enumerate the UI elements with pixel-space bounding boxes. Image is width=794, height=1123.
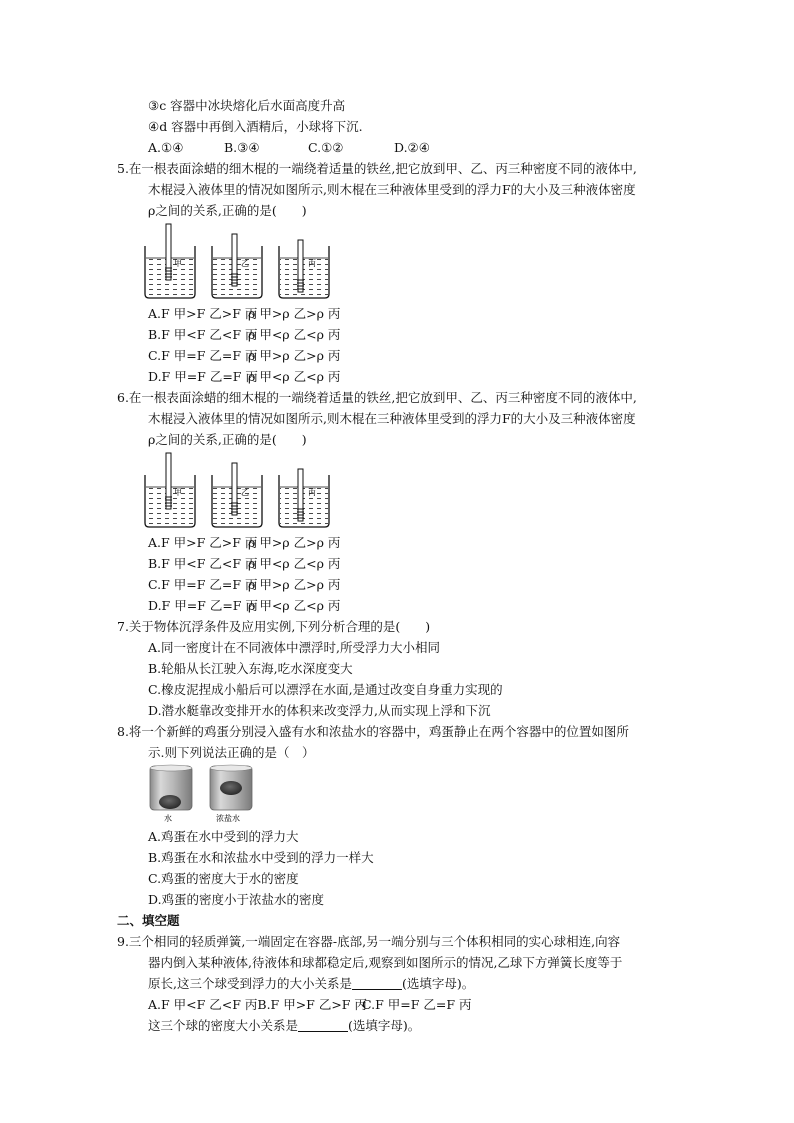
q6-option-c[interactable] <box>148 577 341 593</box>
q4-option-c[interactable]: C.①② <box>308 140 344 155</box>
q5-option-d-density: ρ 甲<ρ 乙<ρ 丙 <box>248 369 341 384</box>
q5-option-d[interactable] <box>148 369 341 385</box>
q8-option-a[interactable]: A.鸡蛋在水中受到的浮力大 <box>148 829 299 844</box>
q9-stem-line1: 9.三个相同的轻质弹簧,一端固定在容器-底部,另一端分别与三个体积相同的实心球相连,向容 <box>117 934 621 949</box>
q9-option-ab[interactable]: A.F 甲<F 乙<F 丙B.F 甲>F 乙>F 丙 <box>148 997 367 1012</box>
q9-line5-suffix: (选填字母)。 <box>348 1018 421 1033</box>
q6-stem-line1: 6.在一根表面涂蜡的细木棍的一端绕着适量的铁丝,把它放到甲、乙、丙三种密度不同的液体中, <box>117 390 637 405</box>
q6-stem-line2: 木棍浸入液体里的情况如图所示,则木棍在三种液体里受到的浮力F的大小及三种液体密度 <box>148 411 636 426</box>
q4-option-a[interactable]: A.①④ <box>148 140 184 155</box>
q6-beaker-b <box>212 463 262 527</box>
q6-option-c-force: C.F 甲=F 乙=F 丙 <box>148 577 258 592</box>
q6-option-b-density: ρ 甲<ρ 乙<ρ 丙 <box>248 556 341 571</box>
q5-option-c-density: ρ 甲>ρ 乙>ρ 丙 <box>248 348 341 363</box>
q4-statement-4: ④d 容器中再倒入酒精后，小球将下沉. <box>148 119 363 134</box>
q7-stem: 7.关于物体沉浮条件及应用实例,下列分析合理的是( ) <box>117 619 431 634</box>
q5-option-b-density: ρ 甲<ρ 乙<ρ 丙 <box>248 327 341 342</box>
q6-option-d-force: D.F 甲=F 乙=F 丙 <box>148 598 258 613</box>
q6-figure-beakers <box>140 451 340 529</box>
q5-option-a-density: ρ 甲>ρ 乙>ρ 丙 <box>248 306 341 321</box>
q4-option-b[interactable]: B.③④ <box>224 140 260 155</box>
q6-option-a[interactable] <box>148 535 341 551</box>
section-title-fill-in: 二、填空题 <box>117 913 180 928</box>
q9-stem-line5 <box>148 1018 420 1034</box>
q8-figure-egg-photo <box>146 764 262 824</box>
q6-option-c-density: ρ 甲>ρ 乙>ρ 丙 <box>248 577 341 592</box>
q5-beaker-a <box>145 224 195 298</box>
q9-line3-suffix: (选填字母)。 <box>401 976 475 991</box>
q6-option-d[interactable] <box>148 598 341 614</box>
q9-stem-line2: 器内倒入某种液体,待液体和球都稳定后,观察到如图所示的情况,乙球下方弹簧长度等于 <box>148 955 623 970</box>
q4-option-d[interactable]: D.②④ <box>394 140 430 155</box>
q6-option-b[interactable] <box>148 556 341 572</box>
q8-beaker-water <box>150 765 192 823</box>
q5-beaker-c <box>279 240 329 298</box>
q9-line5-text: 这三个球的密度大小关系是 <box>148 1018 299 1033</box>
q9-line3-text: 原长,这三个球受到浮力的大小关系是 <box>148 976 352 991</box>
q6-beaker-c <box>279 469 329 527</box>
q7-option-d[interactable]: D.潜水艇靠改变排开水的体积来改变浮力,从而实现上浮和下沉 <box>148 703 491 718</box>
q5-beaker-label-c: 丙 <box>308 259 316 268</box>
q8-option-d[interactable]: D.鸡蛋的密度小于浓盐水的密度 <box>148 892 325 907</box>
q5-option-a-force: A.F 甲>F 乙>F 丙 <box>148 306 258 321</box>
q8-stem-line1: 8.将一个新鲜的鸡蛋分别浸入盛有水和浓盐水的容器中，鸡蛋静止在两个容器中的位置如图所 <box>117 724 629 739</box>
q8-label-saltwater: 浓盐水 <box>216 814 240 823</box>
q6-stem-line3: ρ之间的关系,正确的是( ) <box>148 432 307 447</box>
q9-stem-line3 <box>148 976 474 992</box>
q4-statement-3: ③c 容器中冰块熔化后水面高度升高 <box>148 98 346 113</box>
q5-option-b[interactable] <box>148 327 341 343</box>
q5-stem-line1: 5.在一根表面涂蜡的细木棍的一端绕着适量的铁丝,把它放到甲、乙、丙三种密度不同的液体中, <box>117 161 637 176</box>
q6-option-a-density: ρ 甲>ρ 乙>ρ 丙 <box>248 535 341 550</box>
q5-option-d-force: D.F 甲=F 乙=F 丙 <box>148 369 258 384</box>
q6-beaker-label-c: 丙 <box>308 488 316 497</box>
q9-options <box>148 997 472 1013</box>
q5-option-b-force: B.F 甲<F 乙<F 丙 <box>148 327 258 342</box>
q8-option-b[interactable]: B.鸡蛋在水和浓盐水中受到的浮力一样大 <box>148 850 374 865</box>
q5-stem-line2: 木棍浸入液体里的情况如图所示,则木棍在三种液体里受到的浮力F的大小及三种液体密度 <box>148 182 636 197</box>
q4-options <box>148 140 430 156</box>
q7-option-a[interactable]: A.同一密度计在不同液体中漂浮时,所受浮力大小相同 <box>148 640 440 655</box>
q5-option-a[interactable] <box>148 306 341 322</box>
q9-answer-blank-2[interactable] <box>298 1019 348 1032</box>
q9-option-c[interactable]: C.F 甲=F 乙=F 丙 <box>362 997 472 1012</box>
q7-option-c[interactable]: C.橡皮泥捏成小船后可以漂浮在水面,是通过改变自身重力实现的 <box>148 682 503 697</box>
q8-beaker-saltwater <box>210 765 252 823</box>
q8-option-c[interactable]: C.鸡蛋的密度大于水的密度 <box>148 871 299 886</box>
q7-option-b[interactable]: B.轮船从长江驶入东海,吃水深度变大 <box>148 661 353 676</box>
q8-label-water: 水 <box>164 814 172 823</box>
q6-beaker-a <box>145 453 195 527</box>
q6-beaker-label-b: 乙 <box>241 488 249 497</box>
q5-beaker-label-b: 乙 <box>241 259 249 268</box>
q6-option-b-force: B.F 甲<F 乙<F 丙 <box>148 556 258 571</box>
q6-option-a-force: A.F 甲>F 乙>F 丙 <box>148 535 258 550</box>
q8-stem-line2: 示.则下列说法正确的是（ ） <box>148 745 315 760</box>
q6-option-d-density: ρ 甲<ρ 乙<ρ 丙 <box>248 598 341 613</box>
q5-figure-beakers <box>140 222 340 300</box>
q5-option-c[interactable] <box>148 348 341 364</box>
q5-stem-line3: ρ之间的关系,正确的是( ) <box>148 203 307 218</box>
q5-beaker-label-a: 甲 <box>174 259 182 268</box>
q6-beaker-label-a: 甲 <box>174 488 182 497</box>
q5-beaker-b <box>212 234 262 298</box>
q5-option-c-force: C.F 甲=F 乙=F 丙 <box>148 348 258 363</box>
q9-answer-blank-1[interactable] <box>352 977 402 990</box>
